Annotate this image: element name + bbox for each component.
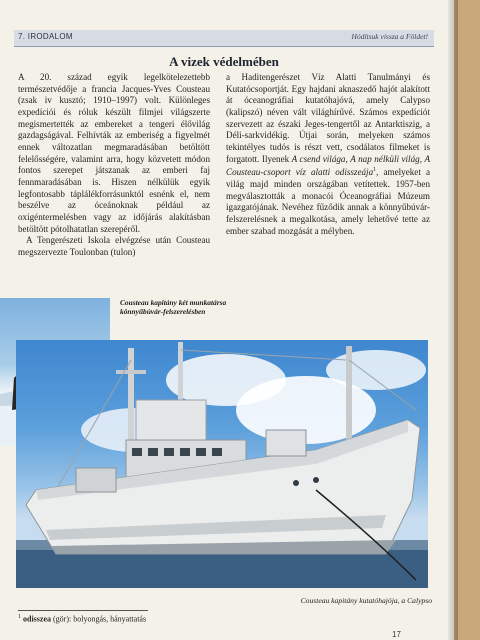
page-number: 17 — [392, 630, 401, 639]
divers-caption: Cousteau kapitány két munkatársa könnyűbúvár-felszerelésben — [120, 298, 227, 317]
paragraph-text: a Haditengerészet Víz Alatti Tanulmányi és Kutatócsoportját. Egy hajdani aknaszedő hajót alakított át óceanográfiai kutatóhajóvá, amely Calypso (kalipszó) néven vált világhírűvé. Számos expedíciót szervezett az északi Jeges-tengertől az Antarktiszig, a Déli-sarkvidékig. Útjai során, melyeken számos tekintélyes tudós is részt vett, csodálatos filmeket is forgatott. Ilyenek — [226, 72, 430, 164]
article-title: A vizek védelmében — [169, 54, 279, 69]
film-title: A nap nélküli világ — [350, 153, 420, 164]
footnote-divider — [18, 610, 148, 611]
footnote-mark: 1 — [18, 614, 21, 620]
footnote — [18, 614, 146, 624]
footnote-ref: 1 — [373, 167, 377, 174]
running-header — [14, 30, 434, 47]
film-title: A csend világa — [291, 153, 346, 164]
calypso-photo — [16, 340, 428, 588]
paragraph: A Tengerészeti Iskola elvégzése után Cousteau megszervezte Toulonban (tulon) — [18, 235, 210, 257]
section-label: 7. IRODALOM — [18, 32, 73, 41]
paragraph-text: , amelyeket a világ majd minden országában vetítettek. 1957-ben megválasztották a monacói Óceanográfiai Múzeum igazgatójának. Nevéhez fűződik annak a könnyűbúvár-felszerelésnek a megalkotása, amely lehetővé tette az ember szabad mozgását a mélyben. — [226, 167, 430, 236]
separator: , — [419, 153, 425, 164]
running-title: Hódítsuk vissza a Földet! — [351, 32, 428, 41]
right-column — [226, 72, 430, 237]
footnote-text: (gör): bolyongás, hányattatás — [51, 614, 147, 624]
left-column — [18, 72, 210, 259]
calypso-caption: Cousteau kapitány kutatóhajója, a Calypso — [300, 596, 432, 605]
film-title: A Cousteau-csoport víz alatti odisszeája — [226, 153, 431, 178]
footnote-term: odisszea — [23, 614, 51, 624]
separator: , — [345, 153, 351, 164]
paragraph: A 20. század egyik legelkötelezettebb természetvédője a francia Jacques-Yves Cousteau (zsak iv kusztó; 1910–1997) volt. Különleges expedíciói és róluk készült filmjei világszerte megismertették az embereket a tengeri élővilág gazdagságával. Felhívták az emberiség a figyelmét ennek változatlan megmaradásában betöltött felelősségére, valamint arra, hogy közvetett módon fontos szerepet játszanak az emberi faj fennmaradásában is. Hiszen nélkülük egyik legfontosabb táplálékforrásunktól esnénk el, nem beszélve az óceánoknak például az oxigéntermelésben vagy az időjárás alakításban betöltött pótolhatatlan szerepéről. — [18, 72, 210, 234]
paragraph — [226, 72, 430, 237]
page-edge-shadow — [448, 0, 458, 640]
